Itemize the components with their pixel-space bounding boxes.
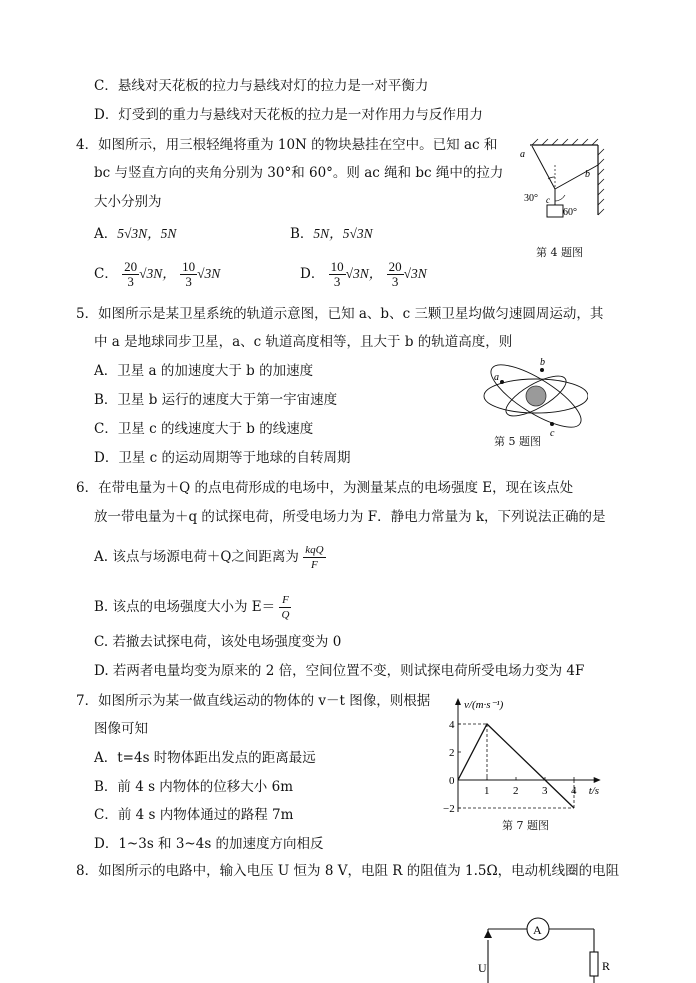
q6-option-a-fraction [303, 543, 325, 572]
q6-option-a [94, 540, 326, 574]
q4-option-d-fraction2 [387, 260, 404, 289]
q5-stem-line2: 中 a 是地球同步卫星，a、c 轨道高度相等，且大于 b 的轨道高度，则 [94, 334, 513, 350]
q6-option-a-den: F [311, 559, 318, 571]
q4-option-c-den1: 3 [127, 274, 134, 289]
q7-y-tick-label: −2 [443, 803, 455, 815]
q7-stem-line1: 7．如图所示为某一做直线运动的物体的 v－t 图像，则根据 [76, 693, 431, 709]
q4-angle-30: 30° [524, 193, 538, 204]
q6-option-b-text: B. 该点的电场强度大小为 E＝ [94, 599, 276, 615]
q4-option-d-rest1: √3N， [345, 266, 383, 281]
q5-option-d: D．卫星 c 的运动周期等于地球的自转周期 [94, 450, 351, 466]
q4-option-c-rest1: √3N， [139, 266, 176, 281]
q6-option-c: C. 若撤去试探电荷，该处电场强度变为 0 [94, 634, 342, 650]
q4-rope-ac [532, 146, 555, 189]
q4-label-a: a [520, 149, 525, 160]
q4-option-c [94, 258, 220, 290]
q4-option-c-num2: 10 [182, 259, 196, 274]
q4-block [547, 205, 563, 217]
q7-option-b: B．前 4 s 内物体的位移大小 6m [94, 779, 293, 795]
q7-stem-line2: 图像可知 [94, 721, 148, 737]
q4-figure-caption: 第 4 题图 [536, 246, 583, 259]
q4-label-c: c [546, 195, 550, 205]
q4-stem-line1: 4．如图所示，用三根轻绳将重为 10N 的物块悬挂在空中。已知 ac 和 [76, 137, 498, 153]
q4-angle-60: 60° [563, 207, 577, 218]
q7-option-d: D．1~3s 和 3~4s 的加速度方向相反 [94, 836, 324, 852]
q4-option-b-label: B． [290, 226, 314, 242]
q4-stem-line2: bc 与竖直方向的夹角分别为 30°和 60°。则 ac 绳和 bc 绳中的拉力 [94, 165, 504, 181]
q4-option-a-label: A． [94, 226, 118, 242]
q5-label-b: b [540, 357, 545, 368]
q4-option-d-den2: 3 [391, 274, 399, 289]
q5-satellite-c [550, 422, 554, 426]
q4-option-d-num2: 20 [388, 259, 402, 274]
q7-x-axis-arrow [594, 777, 601, 783]
q3-option-c: C．悬线对天花板的拉力与悬线对灯的拉力是一对平衡力 [94, 78, 429, 94]
q5-earth [526, 386, 546, 406]
q4-angle-arc2 [555, 195, 565, 201]
q4-option-a-value2: 5N [160, 226, 177, 241]
q7-option-a: A．t=4s 时物体距出发点的距离最远 [94, 750, 316, 766]
q5-stem-line1: 5．如图所示是某卫星系统的轨道示意图，已知 a、b、c 三颗卫星均做匀速圆周运动，其 [76, 306, 604, 322]
q7-y-axis-label: v/(m·s⁻¹) [464, 699, 504, 711]
q7-y-axis-arrow [455, 698, 461, 705]
q8-stem-line1: 8．如图所示的电路中，输入电压 U 恒为 8 V，电阻 R 的阻值为 1.5Ω，电动机线圈的电阻 [76, 863, 620, 879]
q5-satellite-b [540, 368, 544, 372]
q7-x-tick-label: 3 [542, 785, 548, 797]
q7-tick-labels [443, 719, 577, 815]
q4-figure [510, 135, 610, 260]
q3-option-d: D．灯受到的重力与悬线对天花板的拉力是一对作用力与反作用力 [94, 107, 483, 123]
q4-option-a-value1: 5√3N， [117, 226, 161, 241]
q5-option-b: B．卫星 b 运行的速度大于第一宇宙速度 [94, 392, 338, 408]
q7-x-tick-label: 4 [571, 785, 577, 797]
q4-option-b-value2: 5√3N [342, 226, 373, 241]
q6-stem-line1: 6．在带电量为＋Q 的点电荷形成的电场中，为测量某点的电场强度 E，现在该点处 [76, 480, 574, 496]
q4-option-c-rest2: √3N [197, 266, 221, 281]
q4-option-c-den2: 3 [185, 274, 192, 289]
q6-option-b [94, 590, 291, 624]
q7-option-c: C．前 4 s 内物体通过的路程 7m [94, 807, 294, 823]
q6-option-b-den: Q [281, 609, 290, 621]
q8-resistor [590, 952, 598, 976]
q4-option-c-fraction2 [180, 260, 197, 289]
q5-option-c: C．卫星 c 的线速度大于 b 的线速度 [94, 421, 314, 437]
q7-y-tick-label: 4 [449, 719, 455, 731]
q6-option-a-text: A. 该点与场源电荷＋Q之间距离为 [94, 549, 299, 565]
q4-option-d-rest2: √3N [403, 266, 427, 281]
q6-option-b-fraction [279, 593, 291, 622]
q6-option-d: D. 若两者电量均变为原来的 2 倍，空间位置不变，则试探电荷所受电场力变为 4F [94, 663, 585, 679]
q6-option-a-num: kqQ [305, 544, 324, 556]
q5-label-c: c [550, 428, 555, 439]
q4-option-c-label: C． [94, 266, 118, 282]
q7-x-tick-label: 2 [513, 785, 519, 797]
q4-option-d-label: D． [300, 266, 325, 282]
q7-x-tick-label: 1 [484, 785, 490, 797]
q7-y-tick-label: 2 [449, 747, 455, 759]
q8-ammeter-label: A [533, 923, 542, 937]
q4-option-b [290, 225, 373, 243]
q4-stem-line3: 大小分别为 [94, 194, 162, 210]
q5-figure [478, 352, 588, 440]
q8-circuit [470, 912, 630, 983]
q4-rope-bc [555, 165, 598, 189]
q4-option-d-num1: 10 [330, 259, 344, 274]
q4-label-b: b [585, 169, 590, 180]
q4-hatching [532, 139, 604, 215]
q7-figure-caption: 第 7 题图 [502, 819, 549, 832]
q7-vt-chart [440, 692, 620, 817]
q7-x-axis-label: t/s [588, 785, 600, 797]
q5-satellite-a [500, 380, 504, 384]
q8-resistor-label: R [602, 959, 611, 973]
q4-option-c-fraction1 [122, 260, 139, 289]
q4-option-c-num1: 20 [124, 259, 138, 274]
q8-voltage-label: U [478, 961, 487, 975]
q7-y-tick-label: 0 [449, 775, 455, 787]
q5-label-a: a [494, 372, 499, 383]
q5-figure-caption: 第 5 题图 [494, 435, 541, 448]
q4-option-d-den1: 3 [333, 274, 341, 289]
q4-option-a [94, 225, 176, 243]
q4-option-b-value1: 5N， [313, 226, 343, 241]
q6-stem-line2: 放一带电量为＋q 的试探电荷，所受电场力为 F．静电力常量为 k，下列说法正确的是 [94, 509, 606, 525]
q4-option-d [300, 258, 427, 290]
q6-option-b-num: F [279, 593, 291, 608]
q4-option-d-fraction1 [329, 260, 346, 289]
q5-option-a: A．卫星 a 的加速度大于 b 的加速度 [94, 363, 314, 379]
